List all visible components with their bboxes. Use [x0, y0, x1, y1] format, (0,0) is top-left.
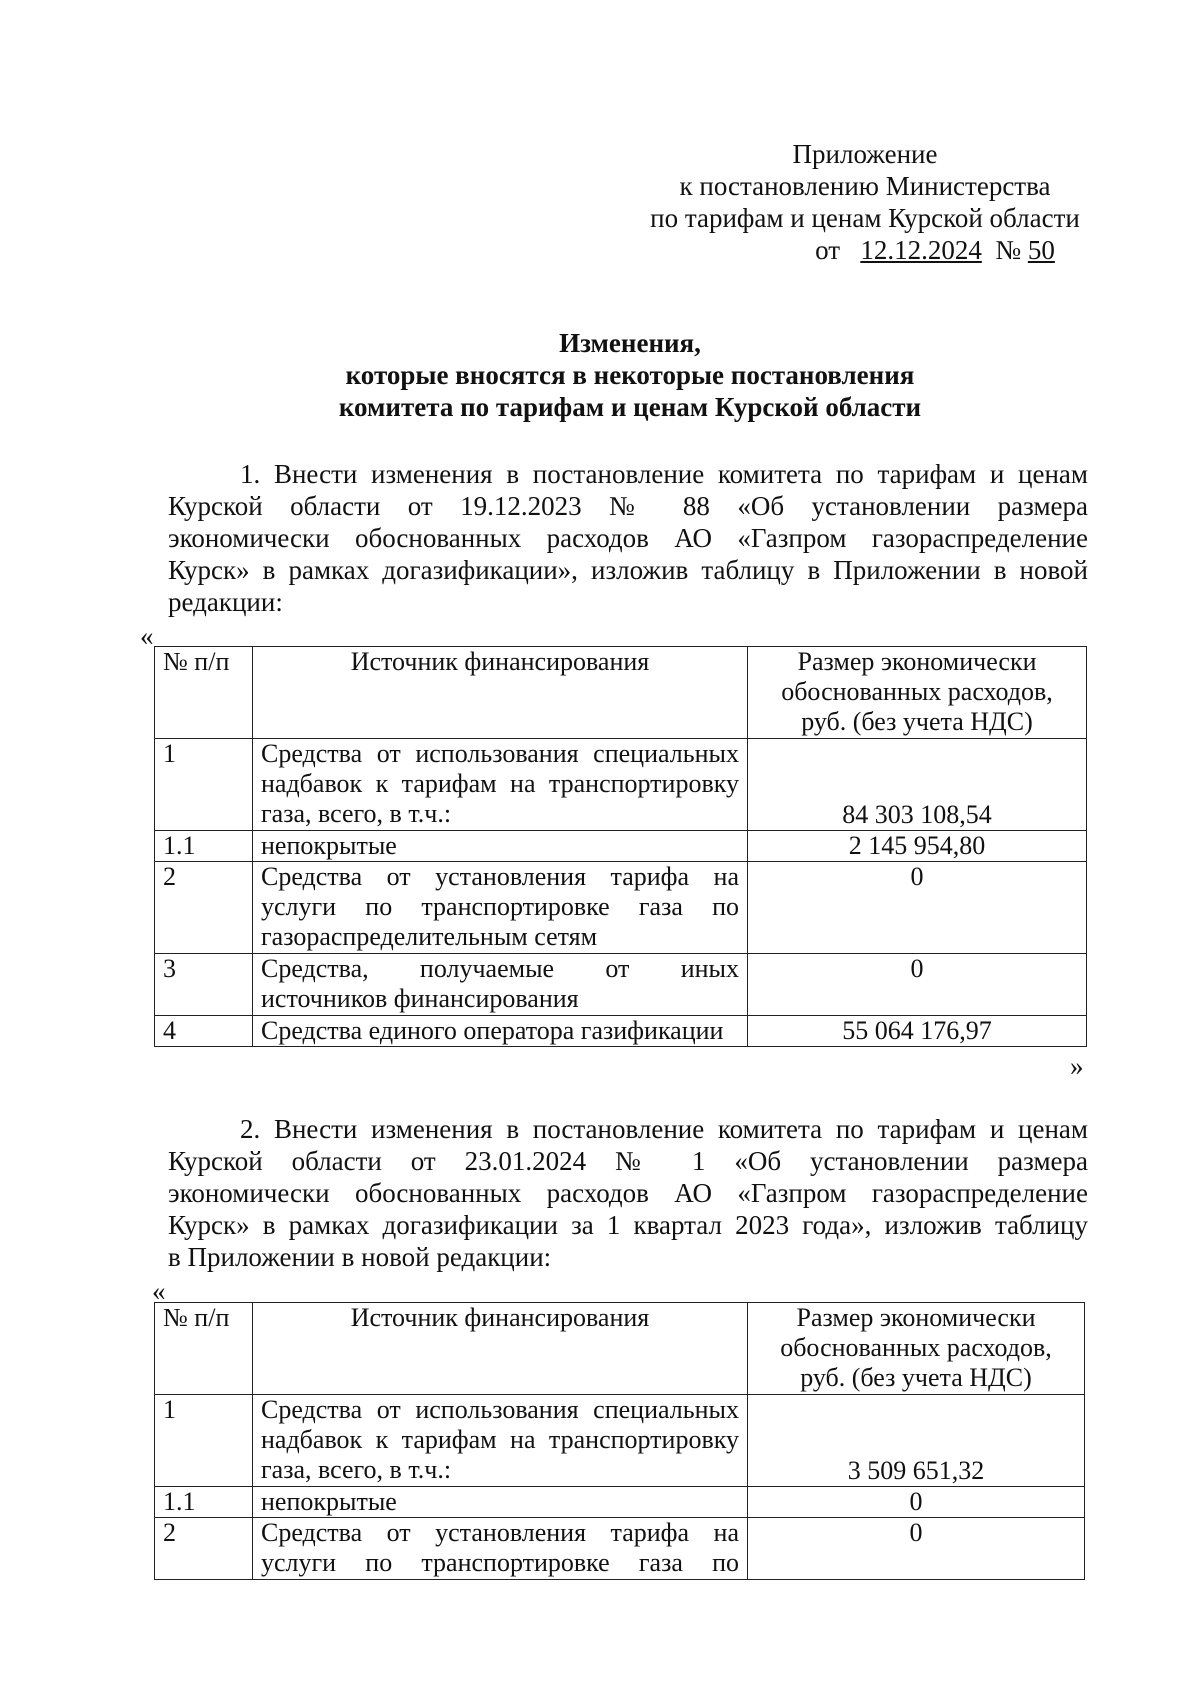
appendix-line-1: Приложение — [792, 139, 938, 169]
table-row: 1.1 непокрытые 0 — [155, 1487, 1085, 1518]
section-2-line: Курской области от 23.01.2024 № 1 «Об установлении размера — [168, 1146, 1088, 1176]
appendix-number: 50 — [1027, 235, 1055, 265]
section-1-line: редакции: — [168, 587, 283, 617]
section-1-table — [154, 646, 1087, 1047]
section-1-paragraph — [168, 458, 1088, 618]
table-row: 2 Средства от установления тарифа на услуги по транспортировке газа по 0 — [155, 1518, 1085, 1580]
section-2-paragraph — [168, 1113, 1088, 1273]
table-row: 3 Средства, получаемые от иных источников финансирования 0 — [155, 954, 1087, 1016]
header-source: Источник финансирования — [253, 647, 748, 739]
table-row: 1 Средства от использования специальных надбавок к тарифам на транспортировку газа, всего, в т.ч.: 3 509 651,32 — [155, 1395, 1085, 1487]
section-2-line: Курск» в рамках догазификации за 1 квартал 2023 года», изложив таблицу — [168, 1210, 1088, 1240]
header-num: № п/п — [155, 647, 253, 739]
section-2-open-quote: « — [152, 1276, 166, 1306]
header-size: Размер экономически обоснованных расходов, руб. (без учета НДС) — [748, 1303, 1085, 1395]
appendix-date-line — [630, 234, 1100, 266]
section-1-line: экономически обоснованных расходов АО «Газпром газораспределение — [168, 523, 1088, 553]
appendix-number-prefix: № — [995, 235, 1022, 265]
table-header-row — [155, 647, 1087, 739]
section-2-line: в Приложении в новой редакции: — [168, 1242, 552, 1272]
appendix-line-3: по тарифам и ценам Курской области — [650, 203, 1080, 233]
document-title — [160, 327, 1100, 423]
appendix-date: 12.12.2024 — [860, 235, 982, 265]
section-1-line: Курск» в рамках догазификации», изложив таблицу в Приложении в новой — [168, 555, 1088, 585]
appendix-header — [630, 138, 1100, 266]
appendix-date-prefix: от — [815, 235, 841, 265]
section-1-line: Курской области от 19.12.2023 № 88 «Об установлении размера — [168, 491, 1088, 521]
title-line-3: комитета по тарифам и ценам Курской области — [338, 392, 922, 422]
section-2-line: 2. Внести изменения в постановление комитета по тарифам и ценам — [240, 1114, 1088, 1144]
header-num: № п/п — [155, 1303, 253, 1395]
section-1-close-quote: » — [1070, 1051, 1084, 1081]
table-row: 1 Средства от использования специальных надбавок к тарифам на транспортировку газа, всего, в т.ч.: 84 303 108,54 — [155, 739, 1087, 831]
section-2-table — [154, 1302, 1085, 1580]
section-2-line: экономически обоснованных расходов АО «Газпром газораспределение — [168, 1178, 1088, 1208]
header-size: Размер экономически обоснованных расходов, руб. (без учета НДС) — [748, 647, 1087, 739]
title-line-1: Изменения, — [559, 328, 701, 358]
section-1-line: 1. Внести изменения в постановление комитета по тарифам и ценам — [240, 459, 1088, 489]
header-source: Источник финансирования — [253, 1303, 748, 1395]
title-line-2: которые вносятся в некоторые постановления — [345, 360, 915, 390]
table-row: 2 Средства от установления тарифа на услуги по транспортировке газа по газораспределительным сетям 0 — [155, 862, 1087, 954]
appendix-line-2: к постановлению Министерства — [679, 171, 1051, 201]
section-1-open-quote: « — [140, 621, 154, 651]
table-row: 1.1 непокрытые 2 145 954,80 — [155, 831, 1087, 862]
table-header-row — [155, 1303, 1085, 1395]
table-row: 4 Средства единого оператора газификации 55 064 176,97 — [155, 1016, 1087, 1047]
